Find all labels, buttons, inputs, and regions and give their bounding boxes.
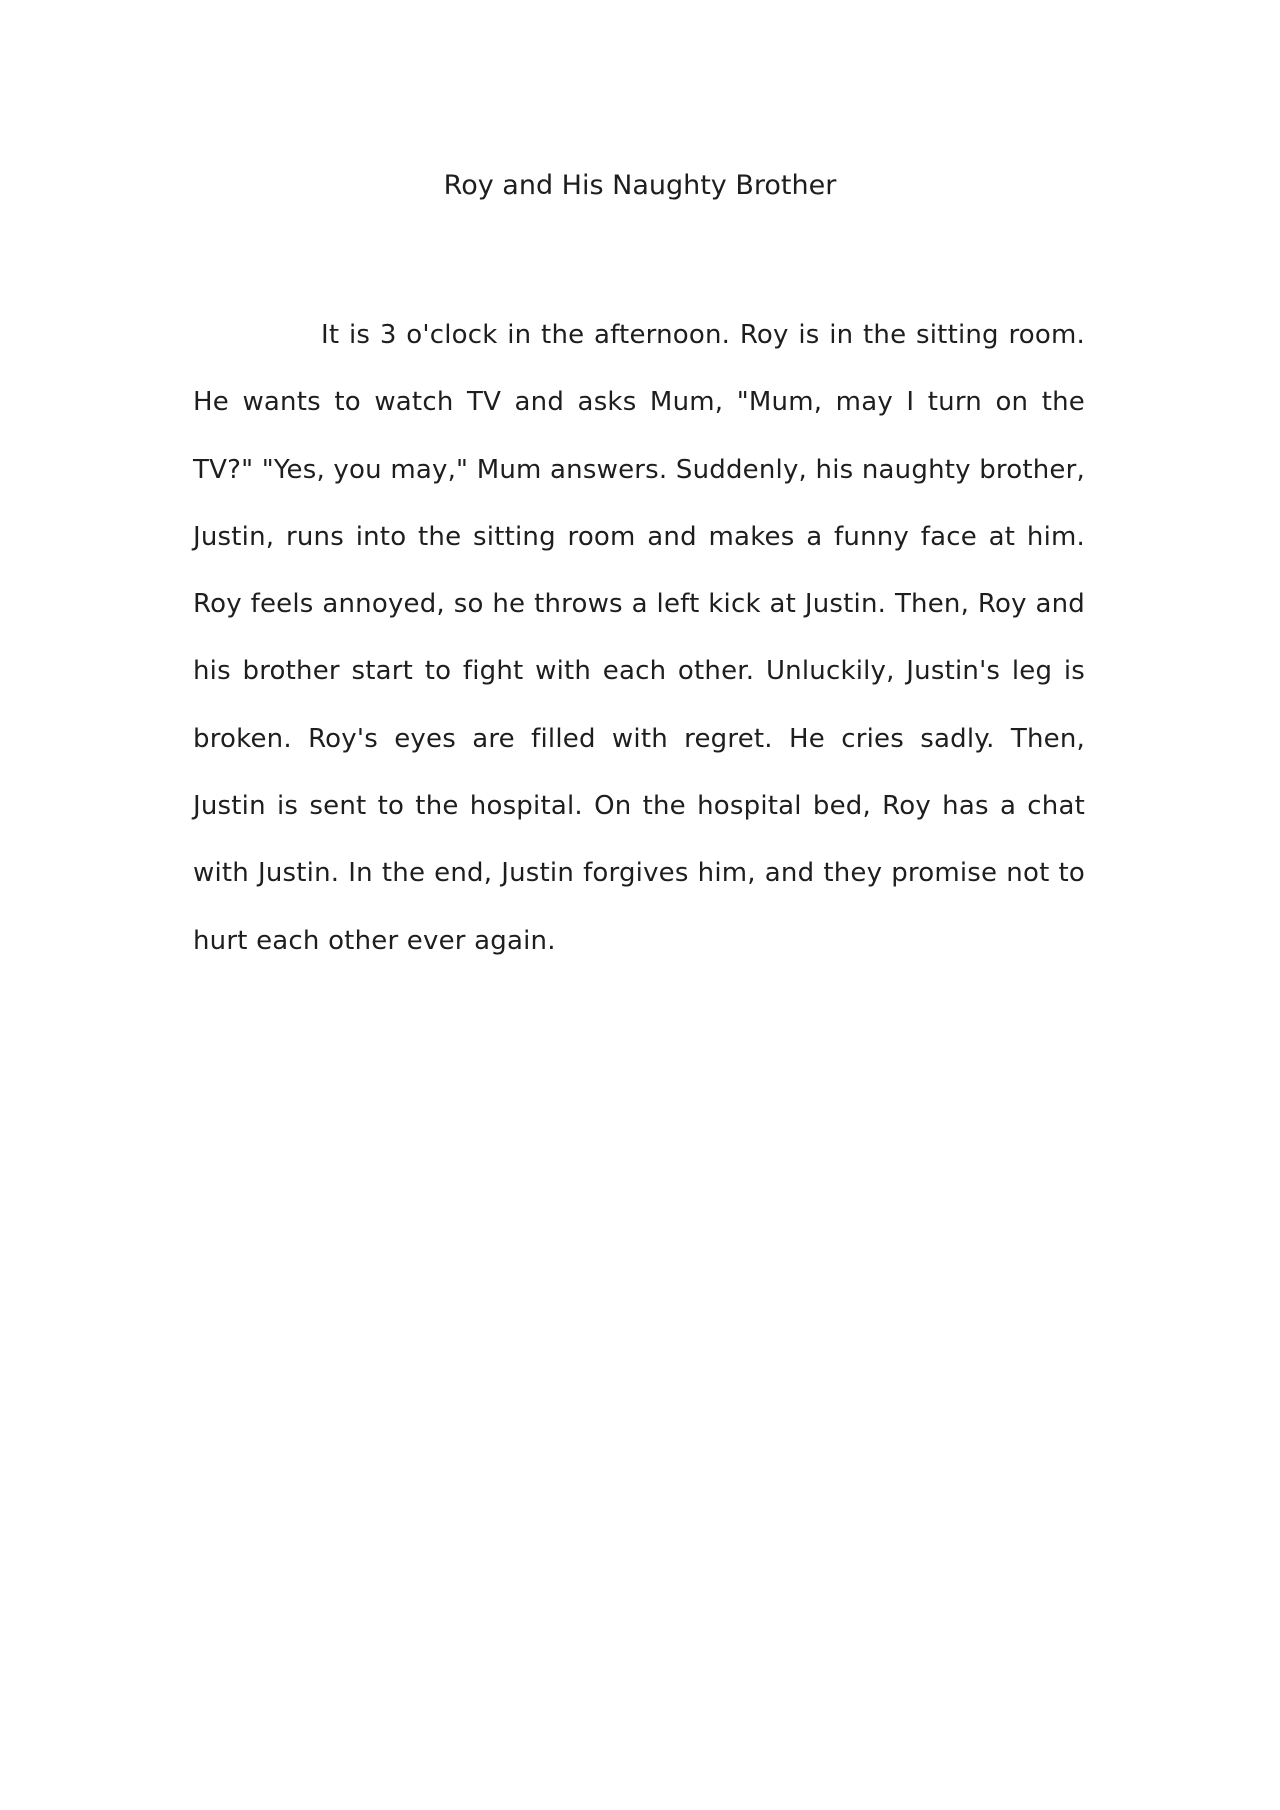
document-title: Roy and His Naughty Brother (443, 170, 837, 201)
document-paragraph: It is 3 o'clock in the afternoon. Roy is in the sitting room. He wants to watch TV and asks Mum, "Mum, may I turn on the TV?" "Yes, you may," Mum answers. Suddenly, his naughty brother, Justin, runs into the sitting room and makes a funny face at him. Roy feels annoyed, so he throws a left kick at Justin. Then, Roy and his brother start to fight with each other. Unluckily, Justin's leg is broken. Roy's eyes are filled with regret. He cries sadly. Then, Justin is sent to the hospital. On the hospital bed, Roy has a chat with Justin. In the end, Justin forgives him, and they promise not to hurt each other ever again. (193, 320, 1085, 956)
